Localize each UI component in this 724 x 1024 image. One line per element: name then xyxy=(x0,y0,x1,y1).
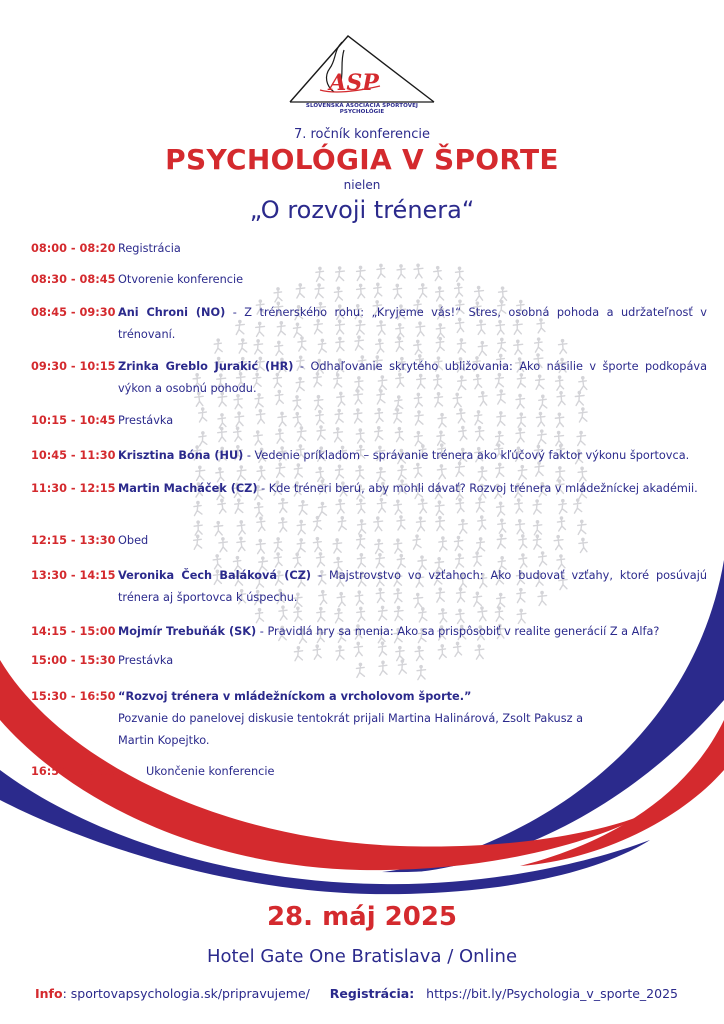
agenda-time: 15:30 - 16:50 xyxy=(31,690,116,703)
sport-pictogram-icon xyxy=(555,431,564,446)
agenda-text: Otvorenie konferencie xyxy=(118,273,244,286)
sport-pictogram-icon xyxy=(218,499,226,514)
sport-pictogram-icon xyxy=(456,498,464,513)
agenda-time: 14:15 - 15:00 xyxy=(31,625,116,638)
sport-pictogram-icon xyxy=(313,516,321,531)
panel-quote-open: “ xyxy=(118,690,126,703)
sport-pictogram-icon xyxy=(194,501,202,516)
sport-pictogram-icon xyxy=(235,498,243,513)
info-label: Info xyxy=(35,986,63,1001)
conference-subtitle: „O rozvoji trénera“ xyxy=(249,196,475,224)
speaker-name: Martin Macháček (CZ) xyxy=(118,482,258,495)
event-date: 28. máj 2025 xyxy=(266,902,458,932)
agenda-item xyxy=(31,761,707,783)
agenda-item xyxy=(31,445,707,467)
agenda-time: 11:30 - 12:15 xyxy=(31,482,116,495)
agenda-item xyxy=(31,302,707,346)
agenda-text: Obed xyxy=(118,534,149,547)
sport-pictogram-icon xyxy=(559,499,567,514)
sport-pictogram-icon xyxy=(374,516,383,531)
sport-pictogram-icon xyxy=(377,498,385,513)
info-separator: : xyxy=(62,986,67,1001)
agenda-item xyxy=(31,478,707,500)
sport-pictogram-icon xyxy=(254,430,263,445)
agenda-item xyxy=(31,565,707,609)
sport-pictogram-icon xyxy=(473,551,482,566)
sport-pictogram-icon xyxy=(255,502,263,517)
agenda-time: 08:45 - 09:30 xyxy=(31,306,116,319)
agenda-time: 12:15 - 13:30 xyxy=(31,534,116,547)
sport-pictogram-icon xyxy=(318,502,326,517)
sport-pictogram-icon xyxy=(317,607,325,622)
info-link[interactable]: sportovapsychologia.sk/pripravujeme/ xyxy=(70,986,310,1001)
logo-caption: SLOVENSKÁ ASOCIÁCIA ŠPORTOVEJ PSYCHOLÓGIE xyxy=(305,103,419,115)
agenda-text: Prestávka xyxy=(118,654,174,667)
sport-pictogram-icon xyxy=(478,515,486,530)
sport-pictogram-icon xyxy=(557,516,565,531)
sport-pictogram-icon xyxy=(299,500,308,515)
agenda-item xyxy=(31,530,707,552)
talk-title: - Z trénerského rohu: „Kryjeme vás!“ Stres, osobná pohoda a udržateľnosť v trénovaní. xyxy=(118,306,707,341)
subtitle-small: nielen xyxy=(343,178,381,192)
sport-pictogram-icon xyxy=(496,431,504,446)
agenda-item xyxy=(31,356,707,400)
registration-label: Registrácia: xyxy=(329,986,415,1001)
registration-link[interactable]: https://bit.ly/Psychologia_v_sporte_2025 xyxy=(426,986,678,1001)
agenda-time: 08:00 - 08:20 xyxy=(31,242,116,255)
sport-pictogram-icon xyxy=(418,498,426,513)
footer xyxy=(35,986,715,1001)
panel-quote-close: ” xyxy=(464,690,472,703)
sport-pictogram-icon xyxy=(577,431,585,446)
sport-pictogram-icon xyxy=(397,515,405,530)
agenda-item xyxy=(31,269,707,291)
agenda-item xyxy=(31,410,707,432)
sport-pictogram-icon xyxy=(357,499,365,514)
sport-pictogram-icon xyxy=(279,498,288,513)
agenda-item xyxy=(31,238,707,260)
sport-pictogram-icon xyxy=(338,516,346,531)
sport-pictogram-icon xyxy=(435,500,444,515)
sport-pictogram-icon xyxy=(497,501,505,516)
sport-pictogram-icon xyxy=(436,516,444,531)
sport-pictogram-icon xyxy=(539,551,547,566)
sport-pictogram-icon xyxy=(414,431,422,446)
agenda-text: Ukončenie konferencie xyxy=(146,765,275,778)
talk-title: - Pravidlá hry sa menia: Ako sa prispôsobiť v realite generácií Z a Alfa? xyxy=(256,625,660,638)
sport-pictogram-icon xyxy=(199,431,207,446)
speaker-name: Krisztina Bóna (HU) xyxy=(118,449,244,462)
edition-label: 7. ročník konferencie xyxy=(293,127,431,142)
conference-title: PSYCHOLÓGIA V ŠPORTE xyxy=(165,143,559,176)
logo-letters: ASP xyxy=(329,70,379,96)
sport-pictogram-icon xyxy=(419,607,427,622)
speaker-name: Zrinka Greblo Jurakić (HR) xyxy=(118,360,294,373)
agenda-time: 10:45 - 11:30 xyxy=(31,449,116,462)
agenda-item xyxy=(31,650,707,672)
agenda-item xyxy=(31,686,707,752)
agenda-time: 08:30 - 08:45 xyxy=(31,273,116,286)
sport-pictogram-icon xyxy=(416,516,425,531)
sport-pictogram-icon xyxy=(394,500,402,515)
agenda-time: 09:30 - 10:15 xyxy=(31,360,116,373)
speaker-name: Mojmír Trebuňák (SK) xyxy=(118,625,257,638)
agenda-time: 10:15 - 10:45 xyxy=(31,414,116,427)
sport-pictogram-icon xyxy=(437,430,445,445)
sport-pictogram-icon xyxy=(574,498,582,513)
talk-title: - Vedenie príkladom – správanie trénera ako kľúčový faktor výkonu športovca. xyxy=(243,449,690,462)
event-venue: Hotel Gate One Bratislava / Online xyxy=(206,946,518,967)
panel-title: Rozvoj trénera v mládežníckom a vrcholovom športe. xyxy=(125,690,464,703)
speaker-name: Ani Chroni (NO) xyxy=(118,306,226,319)
panel-description: Pozvanie do panelovej diskusie tentokrát prijali Martina Halinárová, Zsolt Pakusz a Martin Kopejtko. xyxy=(118,712,584,747)
agenda-text: Prestávka xyxy=(118,414,174,427)
sport-pictogram-icon xyxy=(515,498,523,513)
sport-pictogram-icon xyxy=(336,499,344,514)
speaker-name: Veronika Čech Baláková (CZ) xyxy=(118,569,312,582)
agenda-text: Registrácia xyxy=(118,242,181,255)
agenda-time: 15:00 - 15:30 xyxy=(31,654,116,667)
agenda-time: 13:30 - 14:15 xyxy=(31,569,116,582)
talk-title: - Odhaľovanie skrytého ubližovania: Ako násilie v športe podkopáva výkon a osobnú pohodu. xyxy=(118,360,707,395)
agenda-item xyxy=(31,621,707,643)
agenda-time: 16:50 - 17:00 xyxy=(31,765,116,778)
talk-title: - Kde tréneri berú, aby mohli dávať? Rozvoj trénera v mládežníckej akadémii. xyxy=(257,482,698,495)
sport-pictogram-icon xyxy=(533,499,541,514)
talk-title: - Majstrovstvo vo vzťahoch: Ako budovať vzťahy, ktoré posúvajú trénera aj športovca k úspechu. xyxy=(118,569,708,604)
